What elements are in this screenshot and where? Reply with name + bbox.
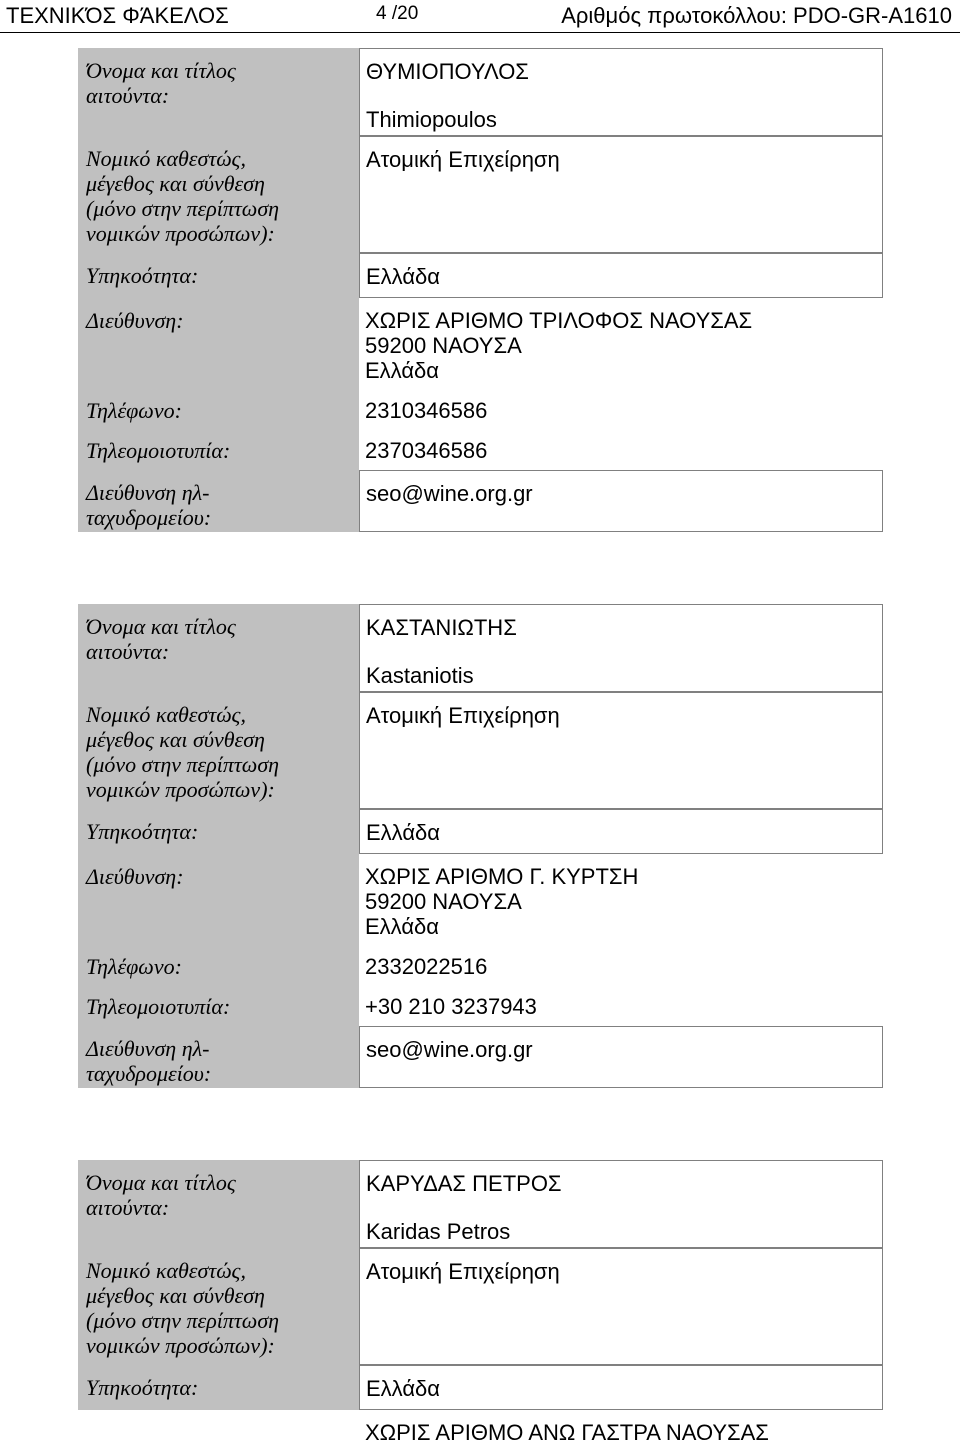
value-address: ΧΩΡΙΣ ΑΡΙΘΜΟ Γ. ΚΥΡΤΣΗ 59200 ΝΑΟΥΣΑ Ελλάδα bbox=[365, 864, 639, 939]
label-fax: Τηλεομοιοτυπία: bbox=[78, 984, 359, 1026]
applicant-table-2 bbox=[78, 604, 883, 1088]
value-name bbox=[359, 1160, 883, 1248]
label-nationality: Υπηκοότητα: bbox=[78, 1365, 359, 1410]
label-address-empty bbox=[78, 1410, 359, 1450]
label-legal: Νομικό καθεστώς, μέγεθος και σύνθεση (μόνο στην περίπτωση νομικών προσώπων): bbox=[78, 1248, 359, 1365]
label-address: Διεύθυνση: bbox=[78, 298, 359, 388]
value-nationality: Ελλάδα bbox=[359, 253, 883, 298]
value-phone: 2332022516 bbox=[365, 954, 488, 979]
label-nationality: Υπηκοότητα: bbox=[78, 253, 359, 298]
row-name bbox=[78, 48, 883, 136]
value-nationality: Ελλάδα bbox=[359, 1365, 883, 1410]
label-fax: Τηλεομοιοτυπία: bbox=[78, 428, 359, 470]
row-nationality bbox=[78, 809, 883, 854]
name-latin: Thimiopoulos bbox=[366, 107, 497, 132]
label-phone: Τηλέφωνο: bbox=[78, 388, 359, 428]
name-greek: ΚΑΡΥΔΑΣ ΠΕΤΡΟΣ bbox=[366, 1171, 562, 1196]
value-name bbox=[359, 604, 883, 692]
row-fax bbox=[78, 428, 883, 470]
value-fax: +30 210 3237943 bbox=[365, 994, 537, 1019]
row-phone bbox=[78, 944, 883, 984]
value-legal: Ατομική Επιχείρηση bbox=[359, 692, 883, 809]
label-name: Όνομα και τίτλος αιτούντα: bbox=[78, 604, 359, 692]
label-legal: Νομικό καθεστώς, μέγεθος και σύνθεση (μόνο στην περίπτωση νομικών προσώπων): bbox=[78, 136, 359, 253]
label-nationality: Υπηκοότητα: bbox=[78, 809, 359, 854]
row-nationality bbox=[78, 1365, 883, 1410]
value-fax: 2370346586 bbox=[365, 438, 488, 463]
label-name: Όνομα και τίτλος αιτούντα: bbox=[78, 1160, 359, 1248]
page-number: 4 /20 bbox=[376, 3, 419, 24]
value-address: ΧΩΡΙΣ ΑΡΙΘΜΟ ΤΡΙΛΟΦΟΣ ΝΑΟΥΣΑΣ 59200 ΝΑΟΥΣΑ Ελλάδα bbox=[365, 308, 753, 383]
row-name bbox=[78, 1160, 883, 1248]
value-nationality: Ελλάδα bbox=[359, 809, 883, 854]
name-latin: Kastaniotis bbox=[366, 663, 474, 688]
row-address bbox=[78, 854, 883, 944]
value-email: seo@wine.org.gr bbox=[359, 470, 883, 532]
row-legal bbox=[78, 1248, 883, 1365]
applicant-table-3 bbox=[78, 1160, 883, 1450]
protocol-number: Αριθμός πρωτοκόλλου: PDO-GR-A1610 bbox=[561, 3, 952, 28]
label-email: Διεύθυνση ηλ- ταχυδρομείου: bbox=[78, 470, 359, 532]
row-email bbox=[78, 1026, 883, 1088]
row-nationality bbox=[78, 253, 883, 298]
value-phone: 2310346586 bbox=[365, 398, 488, 423]
row-phone bbox=[78, 388, 883, 428]
document-title: ΤΕΧΝΙΚΌΣ ΦΆΚΕΛΟΣ bbox=[6, 3, 229, 28]
name-greek: ΚΑΣΤΑΝΙΩΤΗΣ bbox=[366, 615, 517, 640]
value-email: seo@wine.org.gr bbox=[359, 1026, 883, 1088]
header-rule bbox=[0, 32, 960, 33]
value-address: ΧΩΡΙΣ ΑΡΙΘΜΟ ΑΝΩ ΓΑΣΤΡΑ ΝΑΟΥΣΑΣ bbox=[365, 1420, 769, 1445]
label-address: Διεύθυνση: bbox=[78, 854, 359, 944]
row-address bbox=[78, 298, 883, 388]
row-address bbox=[78, 1410, 883, 1450]
row-fax bbox=[78, 984, 883, 1026]
label-phone: Τηλέφωνο: bbox=[78, 944, 359, 984]
value-legal: Ατομική Επιχείρηση bbox=[359, 1248, 883, 1365]
applicant-table-1 bbox=[78, 48, 883, 532]
value-name bbox=[359, 48, 883, 136]
row-legal bbox=[78, 136, 883, 253]
row-legal bbox=[78, 692, 883, 809]
name-greek: ΘΥΜΙΟΠΟΥΛΟΣ bbox=[366, 59, 529, 84]
label-legal: Νομικό καθεστώς, μέγεθος και σύνθεση (μόνο στην περίπτωση νομικών προσώπων): bbox=[78, 692, 359, 809]
value-legal: Ατομική Επιχείρηση bbox=[359, 136, 883, 253]
label-email: Διεύθυνση ηλ- ταχυδρομείου: bbox=[78, 1026, 359, 1088]
row-email bbox=[78, 470, 883, 532]
page-header bbox=[0, 0, 960, 34]
row-name bbox=[78, 604, 883, 692]
label-name: Όνομα και τίτλος αιτούντα: bbox=[78, 48, 359, 136]
name-latin: Karidas Petros bbox=[366, 1219, 511, 1244]
